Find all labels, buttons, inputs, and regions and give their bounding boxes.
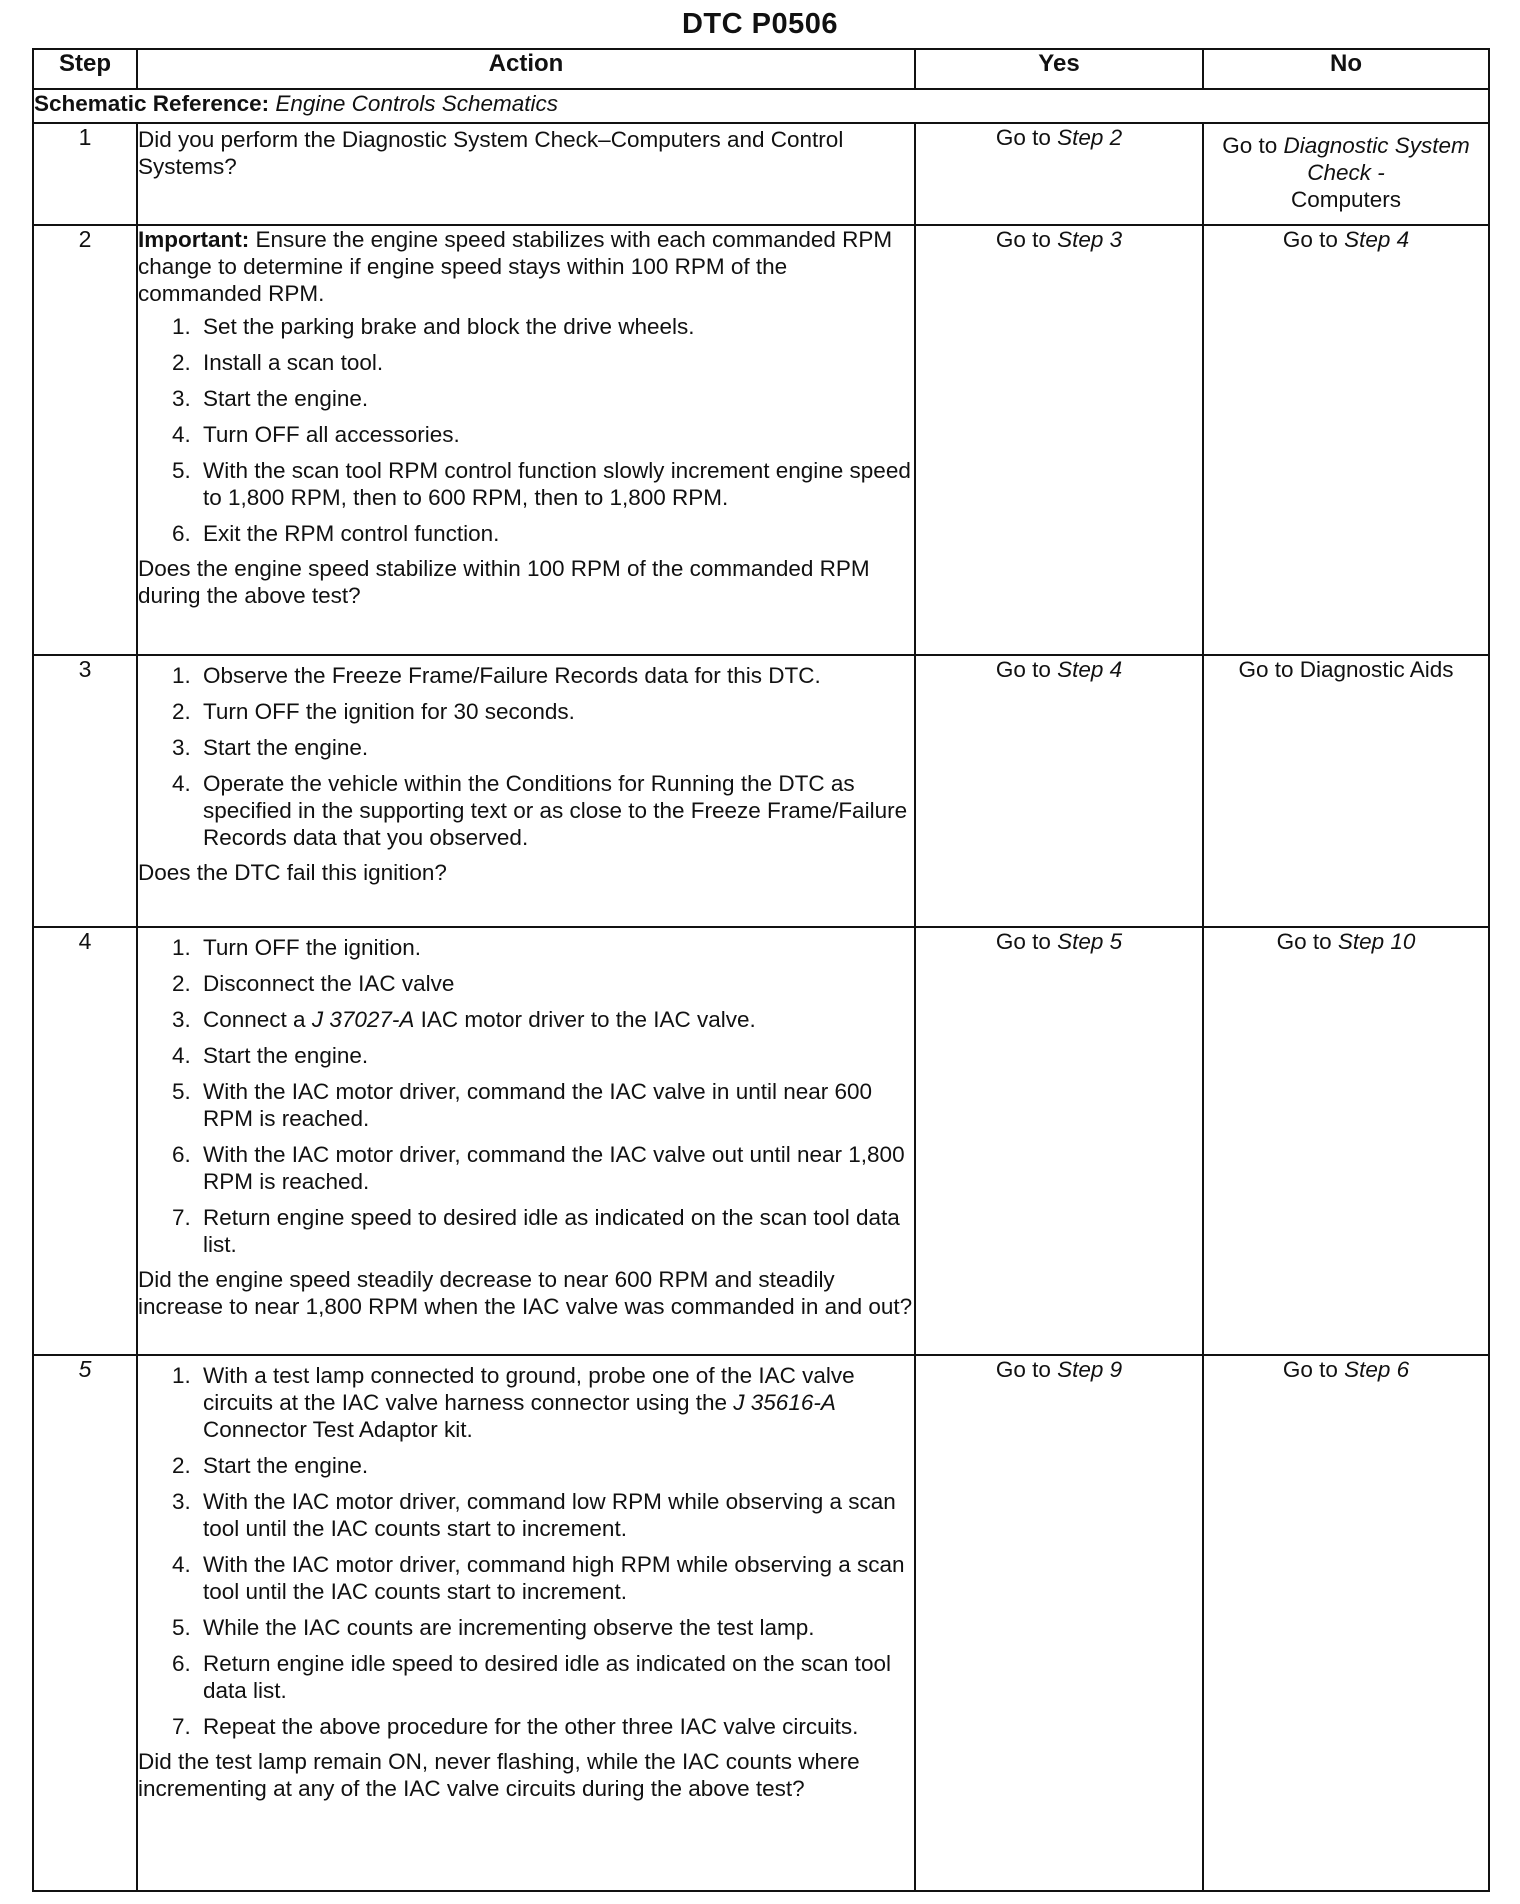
no-prefix: Go to <box>1222 133 1284 158</box>
yes-step-link: Step 5 <box>1057 929 1123 954</box>
item-suffix: Connector Test Adaptor kit. <box>203 1417 473 1442</box>
yes-prefix: Go to <box>995 227 1058 252</box>
list-item: 6. Exit the RPM control function. <box>197 520 914 547</box>
important-text: Ensure the engine speed stabilizes with each commanded RPM change to determine if engine speed stays within 100 RPM of the commanded RPM. <box>138 227 893 306</box>
list-item: 6. Return engine idle speed to desired idle as indicated on the scan tool data list. <box>197 1650 914 1704</box>
no-cell <box>1203 655 1489 927</box>
list-item: 7. Repeat the above procedure for the other three IAC valve circuits. <box>197 1713 914 1740</box>
list-item: 3. Start the engine. <box>197 734 914 761</box>
list-item: 3. Start the engine. <box>197 385 914 412</box>
table-row <box>33 123 1489 225</box>
yes-cell <box>915 655 1203 927</box>
header-action: Action <box>137 49 915 89</box>
important-label: Important: <box>138 227 250 252</box>
step-number-text: 5 <box>78 1356 92 1382</box>
procedure-list <box>138 934 914 1258</box>
list-item: 3. With the IAC motor driver, command low RPM while observing a scan tool until the IAC counts start to increment. <box>197 1488 914 1542</box>
step-number: 1 <box>33 123 137 225</box>
no-prefix: Go to <box>1282 227 1345 252</box>
step-question: Does the engine speed stabilize within 100 RPM of the commanded RPM during the above test? <box>138 556 870 608</box>
action-cell <box>137 927 915 1355</box>
list-item <box>197 1006 914 1033</box>
yes-step-link: Step 3 <box>1057 227 1123 252</box>
list-item: 2. Turn OFF the ignition for 30 seconds. <box>197 698 914 725</box>
list-item: 2. Disconnect the IAC valve <box>197 970 914 997</box>
table-header-row <box>33 49 1489 89</box>
action-cell <box>137 1355 915 1891</box>
schematic-value: Engine Controls Schematics <box>275 91 559 116</box>
no-step-link: Step 10 <box>1337 929 1416 954</box>
step-question: Did you perform the Diagnostic System Check–Computers and Control Systems? <box>138 127 844 179</box>
list-item: 6. With the IAC motor driver, command the IAC valve out until near 1,800 RPM is reached. <box>197 1141 914 1195</box>
no-text: Go to Diagnostic Aids <box>1238 657 1454 682</box>
list-item: 1. Set the parking brake and block the drive wheels. <box>197 313 914 340</box>
list-item: 4. Start the engine. <box>197 1042 914 1069</box>
list-item: 1. Observe the Freeze Frame/Failure Records data for this DTC. <box>197 662 914 689</box>
step-question: Did the test lamp remain ON, never flashing, while the IAC counts where incrementing at any of the IAC valve circuits during the above test? <box>138 1749 860 1801</box>
step-question: Did the engine speed steadily decrease to near 600 RPM and steadily increase to near 1,800 RPM when the IAC valve was commanded in and out? <box>138 1267 913 1319</box>
tool-number: J 35616-A <box>733 1390 836 1415</box>
no-cell <box>1203 1355 1489 1891</box>
no-step-link: Diagnostic System Check - <box>1283 133 1470 185</box>
list-item: 5. With the scan tool RPM control function slowly increment engine speed to 1,800 RPM, then to 600 RPM, then to 1,800 RPM. <box>197 457 914 511</box>
header-no: No <box>1203 49 1489 89</box>
no-cell <box>1203 927 1489 1355</box>
yes-prefix: Go to <box>995 1357 1058 1382</box>
table-row <box>33 225 1489 655</box>
yes-step-link: Step 4 <box>1057 657 1123 682</box>
yes-cell <box>915 123 1203 225</box>
no-cell <box>1203 225 1489 655</box>
action-cell <box>137 655 915 927</box>
no-step-link: Step 4 <box>1344 227 1410 252</box>
step-number <box>33 1355 137 1891</box>
schematic-reference <box>33 89 1489 123</box>
step-number: 4 <box>33 927 137 1355</box>
yes-cell <box>915 927 1203 1355</box>
diagnostic-table <box>32 48 1490 1892</box>
list-item: 4. Turn OFF all accessories. <box>197 421 914 448</box>
no-prefix: Go to <box>1282 1357 1345 1382</box>
no-cell <box>1203 123 1489 225</box>
yes-step-link: Step 2 <box>1057 125 1123 150</box>
tool-number: J 37027-A <box>311 1007 415 1032</box>
item-text: IAC motor driver to the IAC valve. <box>420 1007 756 1032</box>
table-row <box>33 1355 1489 1891</box>
list-item: 5. With the IAC motor driver, command the IAC valve in until near 600 RPM is reached. <box>197 1078 914 1132</box>
list-item: 2. Install a scan tool. <box>197 349 914 376</box>
no-prefix: Go to <box>1276 929 1338 954</box>
table-row <box>33 655 1489 927</box>
procedure-list <box>138 313 914 547</box>
table-row <box>33 927 1489 1355</box>
step-number: 3 <box>33 655 137 927</box>
list-item: 4. With the IAC motor driver, command high RPM while observing a scan tool until the IAC counts start to increment. <box>197 1551 914 1605</box>
yes-cell <box>915 225 1203 655</box>
list-item <box>197 1362 914 1443</box>
action-cell <box>137 225 915 655</box>
list-item: 5. While the IAC counts are incrementing observe the test lamp. <box>197 1614 914 1641</box>
schematic-row <box>33 89 1489 123</box>
yes-prefix: Go to <box>995 125 1058 150</box>
list-item: 7. Return engine speed to desired idle as indicated on the scan tool data list. <box>197 1204 914 1258</box>
item-text: With a test lamp connected to ground, probe one of the IAC valve circuits at the IAC valve harness connector using the <box>203 1363 855 1415</box>
no-suffix: Computers <box>1290 187 1402 212</box>
list-item: 4. Operate the vehicle within the Conditions for Running the DTC as specified in the supporting text or as close to the Freeze Frame/Failure Records data that you observed. <box>197 770 914 851</box>
no-step-link: Step 6 <box>1344 1357 1410 1382</box>
header-yes: Yes <box>915 49 1203 89</box>
item-prefix: Connect a <box>203 1007 312 1032</box>
yes-step-link: Step 9 <box>1057 1357 1123 1382</box>
schematic-label: Schematic Reference: <box>34 91 270 116</box>
list-item: 2. Start the engine. <box>197 1452 914 1479</box>
page-title: DTC P0506 <box>681 8 838 40</box>
header-step: Step <box>33 49 137 89</box>
list-item: 1. Turn OFF the ignition. <box>197 934 914 961</box>
important-note <box>138 226 914 307</box>
procedure-list <box>138 662 914 851</box>
yes-prefix: Go to <box>995 657 1058 682</box>
action-cell <box>137 123 915 225</box>
step-question: Does the DTC fail this ignition? <box>138 860 447 885</box>
yes-prefix: Go to <box>995 929 1058 954</box>
yes-cell <box>915 1355 1203 1891</box>
step-number: 2 <box>33 225 137 655</box>
procedure-list <box>138 1362 914 1740</box>
